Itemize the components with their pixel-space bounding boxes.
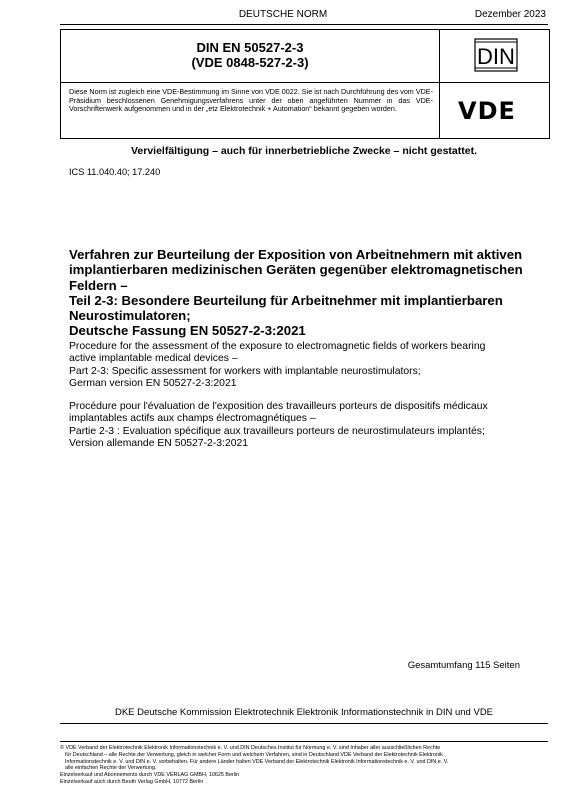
title-line: Part 2-3: Specific assessment for workers with implantable neurostimulators;	[69, 365, 421, 377]
committee-name: DKE Deutsche Kommission Elektrotechnik Elektronik Informationstechnik in DIN und VDE	[114, 707, 494, 718]
footer-divider-lower	[60, 741, 548, 742]
din-logo-cell	[440, 30, 549, 83]
header-divider	[60, 24, 548, 25]
title-line: implantables actifs aux champs électromagnétiques –	[69, 413, 316, 425]
title-line: Procedure for the assessment of the exposure to electromagnetic fields of workers bearing	[69, 341, 486, 352]
copyright-line: alle einfachen Rechte der Verwertung.	[65, 765, 157, 772]
title-line: Version allemande EN 50527-2-3:2021	[69, 437, 249, 449]
total-pages: Gesamtumfang 115 Seiten	[407, 660, 520, 671]
copyright-line: für Deutschland – alle Rechte der Verwertung, gleich in welcher Form und welchem Verfahren, sind in Deutschland VDE Verband der Elektrotechnik Elektronik	[65, 751, 443, 758]
standard-identification-box	[60, 29, 550, 139]
copyright-notice	[60, 745, 548, 786]
title-french	[69, 401, 539, 450]
title-german	[69, 247, 539, 339]
title-english	[69, 341, 539, 390]
vde-logo-cell	[440, 83, 549, 138]
copyright-line: Einzelverkauf auch durch Beuth Verlag GmbH, 10772 Berlin	[60, 778, 204, 785]
footer-divider	[60, 723, 548, 724]
title-line: Deutsche Fassung EN 50527-2-3:2021	[69, 323, 306, 339]
ics-code: ICS 11.040.40; 17.240	[69, 167, 161, 177]
document-type-label: DEUTSCHE NORM	[238, 9, 328, 20]
reprint-notice: Vervielfältigung – auch für innerbetriebliche Zwecke – nicht gestattet.	[130, 145, 477, 157]
title-line: Feldern –	[69, 277, 128, 293]
title-line: Neurostimulatoren;	[69, 308, 191, 324]
publication-date: Dezember 2023	[474, 9, 546, 20]
title-line: Procédure pour l'évaluation de l'exposition des travailleurs porteurs de dispositifs médicaux	[69, 401, 488, 412]
vde-number: (VDE 0848-527-2-3)	[191, 55, 309, 70]
copyright-line: Einzelverkauf und Abonnements durch VDE VERLAG GMBH, 10625 Berlin	[60, 772, 240, 779]
title-line: Partie 2-3 : Evaluation spécifique aux travailleurs porteurs de neurostimulateurs implantés;	[69, 425, 485, 437]
title-line: German version EN 50527-2-3:2021	[69, 377, 237, 389]
title-line: Teil 2-3: Besondere Beurteilung für Arbeitnehmer mit implantierbaren	[69, 292, 503, 308]
title-line: Verfahren zur Beurteilung der Exposition von Arbeitnehmern mit aktiven	[69, 247, 523, 262]
copyright-line: Informationstechnik e. V. und DIN e. V. vorbehalten. Für andere Länder halten VDE Verband der Elektrotechnik Elektronik Informationstechnik e. V. und DIN e. V.	[65, 758, 449, 765]
vde-regulation-text: Diese Norm ist zugleich eine VDE-Bestimmung im Sinne von VDE 0022. Sie ist nach Durchführung des vom VDE-Präsidium beschlossenen Genehmigungsverfahrens unter der oben angeführten Nummer in das VDE-Vorschriftenwerk aufgenommen und in der „etz Elektrotechnik + Automation“ bekannt gegeben worden.	[69, 87, 433, 114]
title-line: active implantable medical devices –	[69, 353, 238, 365]
standard-number-cell	[61, 30, 440, 83]
din-logo	[474, 38, 518, 72]
standard-number: DIN EN 50527-2-3	[196, 40, 304, 55]
title-line: implantierbaren medizinischen Geräten gegenüber elektromagnetischen	[69, 262, 523, 278]
copyright-line: © VDE Verband der Elektrotechnik Elektronik Informationstechnik e. V. und DIN Deutsches Institut für Normung e. V. sind Inhaber aller ausschließlichen Rechte	[60, 745, 441, 751]
vde-regulation-cell	[61, 83, 440, 138]
svg-text:DIN: DIN	[477, 44, 515, 69]
vde-logo: VDE	[458, 97, 516, 125]
